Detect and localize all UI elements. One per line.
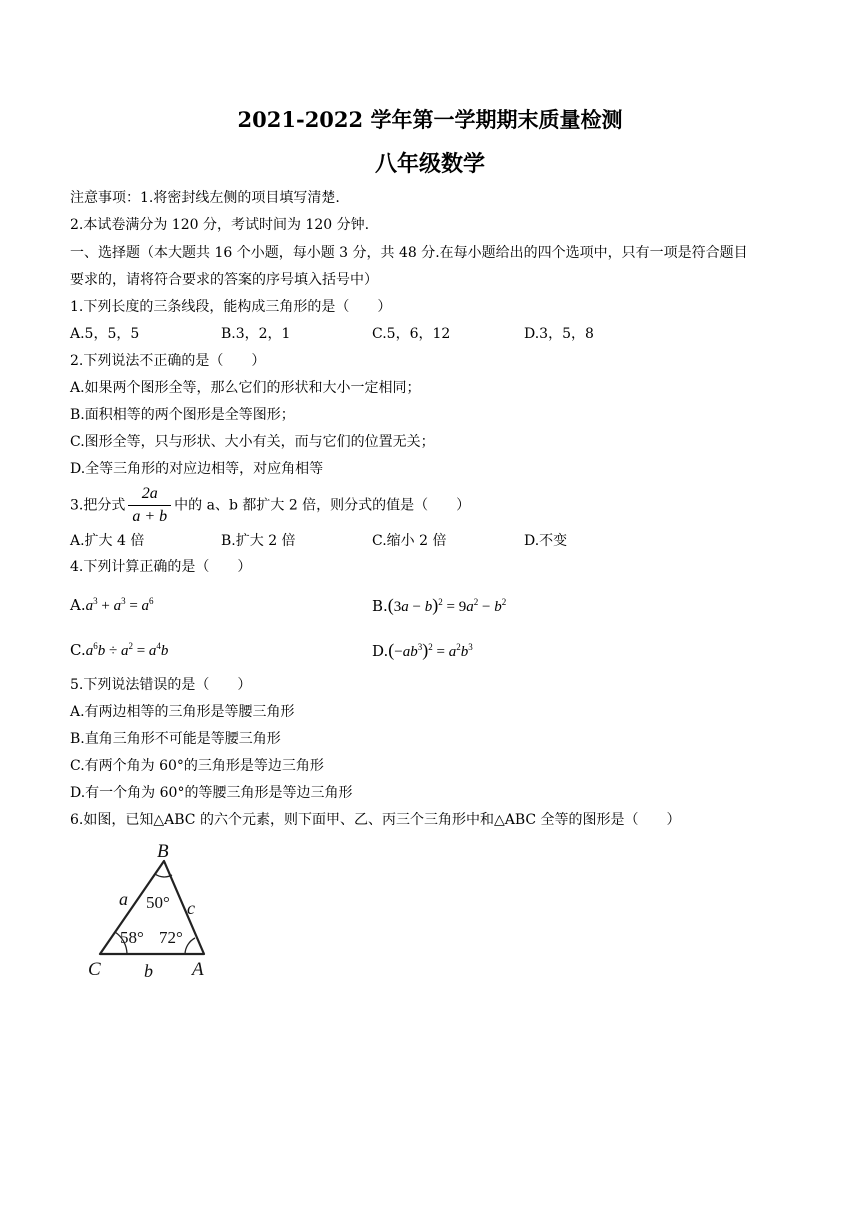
angle-label-c: 58° bbox=[120, 928, 144, 947]
angle-label-a: 72° bbox=[159, 928, 183, 947]
side-label-c: c bbox=[187, 898, 195, 918]
formula: $(3a - b)^2 = 9a^2 - b^2$ bbox=[387, 595, 507, 615]
option-label: C. bbox=[70, 641, 86, 659]
triangle-abc-figure bbox=[84, 837, 214, 979]
question-5-option-a: A.有两边相等的三角形是等腰三角形 bbox=[70, 704, 295, 720]
question-4-option-a bbox=[70, 595, 154, 616]
angle-arc-a bbox=[185, 938, 195, 954]
fraction-denominator: a + b bbox=[132, 508, 168, 525]
question-2-option-c: C.图形全等，只与形状、大小有关，而与它们的位置无关； bbox=[70, 434, 435, 450]
vertex-label-b: B bbox=[157, 841, 169, 862]
question-4-option-c bbox=[70, 640, 168, 661]
question-2-stem: 2.下列说法不正确的是（ ） bbox=[70, 353, 266, 369]
exam-subtitle: 八年级数学 bbox=[374, 151, 485, 177]
question-5-option-b: B.直角三角形不可能是等腰三角形 bbox=[70, 731, 281, 747]
question-3-option-d: D.不变 bbox=[524, 533, 568, 549]
formula: $(-ab^3)^2 = a^2b^3$ bbox=[388, 640, 473, 660]
question-5-option-c: C.有两个角为 60°的三角形是等边三角形 bbox=[70, 758, 324, 774]
question-5-option-d: D.有一个角为 60°的等腰三角形是等边三角形 bbox=[70, 785, 353, 801]
question-3-option-a: A.扩大 4 倍 bbox=[70, 533, 145, 549]
notes-line-1: 注意事项：1.将密封线左侧的项目填写清楚. bbox=[70, 190, 340, 206]
formula: $a^3 + a^3 = a^6$ bbox=[85, 596, 154, 614]
fraction-numerator: 2a bbox=[128, 484, 171, 506]
side-label-a: a bbox=[119, 889, 128, 909]
option-label: D. bbox=[372, 642, 389, 660]
notes-line-2: 2.本试卷满分为 120 分，考试时间为 120 分钟. bbox=[70, 217, 370, 233]
question-2-option-d: D.全等三角形的对应边相等，对应角相等 bbox=[70, 461, 324, 477]
question-1-stem: 1.下列长度的三条线段，能构成三角形的是（ ） bbox=[70, 299, 392, 315]
question-3-prefix: 3.把分式 bbox=[70, 497, 126, 514]
question-1-option-c: C.5，6，12 bbox=[372, 326, 451, 342]
question-1-option-d: D.3，5，8 bbox=[524, 326, 594, 342]
question-6-stem: 6.如图，已知△ABC 的六个元素，则下面甲、乙、丙三个三角形中和△ABC 全等的图形是（ ） bbox=[70, 812, 681, 828]
exam-title: 2021-2022 学年第一学期期末质量检测 bbox=[237, 107, 623, 132]
question-1-option-a: A.5，5，5 bbox=[70, 326, 140, 342]
question-2-option-b: B.面积相等的两个图形是全等图形； bbox=[70, 407, 295, 423]
side-label-b: b bbox=[144, 961, 153, 979]
question-4-stem: 4.下列计算正确的是（ ） bbox=[70, 559, 252, 575]
question-4-option-d bbox=[372, 640, 473, 662]
formula: $a^6b \div a^2 = a^4b$ bbox=[85, 641, 169, 659]
angle-label-b: 50° bbox=[146, 893, 170, 912]
question-3-stem bbox=[70, 484, 470, 527]
question-4-option-b bbox=[372, 595, 506, 617]
question-2-option-a: A.如果两个图形全等，那么它们的形状和大小一定相同； bbox=[70, 380, 421, 396]
option-label: B. bbox=[372, 597, 388, 615]
question-3-option-c: C.缩小 2 倍 bbox=[372, 533, 447, 549]
question-5-stem: 5.下列说法错误的是（ ） bbox=[70, 677, 252, 693]
question-3-suffix: 中的 a、b 都扩大 2 倍，则分式的值是（ ） bbox=[174, 497, 471, 514]
question-1-option-b: B.3，2，1 bbox=[221, 326, 291, 342]
question-3-option-b: B.扩大 2 倍 bbox=[221, 533, 296, 549]
section-heading-line-1: 一、选择题（本大题共 16 个小题，每小题 3 分，共 48 分.在每小题给出的四个选项中，只有一项是符合题目 bbox=[70, 245, 748, 261]
vertex-label-c: C bbox=[88, 959, 101, 979]
vertex-label-a: A bbox=[192, 959, 204, 979]
section-heading-line-2: 要求的，请将符合要求的答案的序号填入括号中） bbox=[70, 272, 378, 288]
option-label: A. bbox=[70, 596, 86, 614]
fraction bbox=[128, 484, 171, 527]
